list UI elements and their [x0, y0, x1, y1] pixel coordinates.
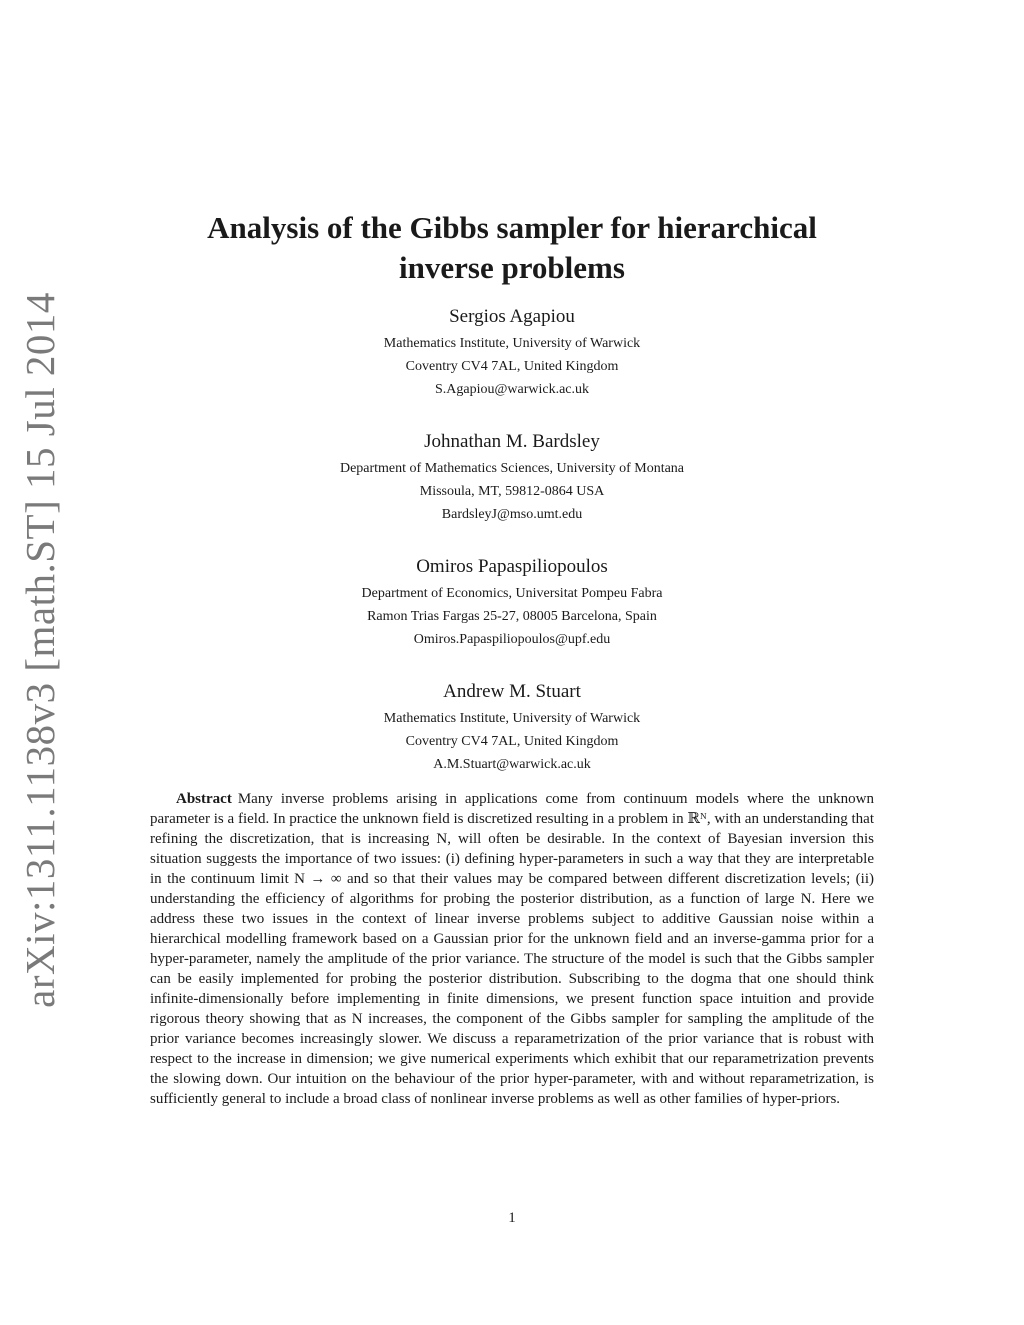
author-block	[0, 304, 1024, 401]
author-name: Sergios Agapiou	[449, 306, 575, 327]
author-email: S.Agapiou@warwick.ac.uk	[434, 382, 590, 397]
author-address: Missoula, MT, 59812-0864 USA	[419, 484, 605, 499]
author-name: Andrew M. Stuart	[443, 681, 581, 702]
author-address: Coventry CV4 7AL, United Kingdom	[405, 359, 619, 374]
author-block	[0, 429, 1024, 526]
author-email: BardsleyJ@mso.umt.edu	[441, 507, 583, 522]
author-name: Omiros Papaspiliopoulos	[416, 556, 608, 577]
author-affiliation: Department of Economics, Universitat Pompeu Fabra	[361, 586, 663, 601]
abstract	[150, 789, 874, 1109]
paper-title-line-1: Analysis of the Gibbs sampler for hierarchical	[207, 210, 817, 245]
author-block	[0, 679, 1024, 776]
abstract-body: Many inverse problems arising in applications come from continuum models where the unknown parameter is a field. In practice the unknown field is discretized resulting in a problem in ℝᴺ, with an understanding that refining the discretization, that is increasing N, will often be desirable. In the context of Bayesian inversion this situation suggests the importance of two issues: (i) defining hyper-parameters in such a way that they are interpretable in the continuum limit N → ∞ and so that their values may be compared between different discretization levels; (ii) understanding the efficiency of algorithms for probing the posterior distribution, as a function of large N. Here we address these two issues in the context of linear inverse problems subject to additive Gaussian noise within a hierarchical modelling framework based on a Gaussian prior for the unknown field and an inverse-gamma prior for a hyper-parameter, namely the amplitude of the prior variance. The structure of the model is such that the Gibbs sampler can be easily implemented for probing the posterior distribution. Subscribing to the dogma that one should think infinite-dimensionally before implementing in finite dimensions, we present function space intuition and provide rigorous theory showing that as N increases, the component of the Gibbs sampler for sampling the amplitude of the prior variance becomes increasingly slower. We discuss a reparametrization of the prior variance that is robust with respect to the increase in dimension; we give numerical experiments which exhibit that our reparametrization prevents the slowing down. Our intuition on the behaviour of the prior hyper-parameter, with and without reparametrization, is sufficiently general to include a broad class of nonlinear inverse problems as well as other families of hyper-priors.	[150, 791, 874, 1107]
paper-title-line-2: inverse problems	[399, 250, 625, 285]
author-affiliation: Mathematics Institute, University of Warwick	[383, 336, 641, 351]
author-email: Omiros.Papaspiliopoulos@upf.edu	[413, 632, 611, 647]
author-list	[0, 304, 1024, 804]
page-number: 1	[508, 1210, 516, 1226]
author-affiliation: Mathematics Institute, University of Warwick	[383, 711, 641, 726]
author-block	[0, 554, 1024, 651]
abstract-heading: Abstract	[176, 791, 232, 807]
author-email: A.M.Stuart@warwick.ac.uk	[433, 757, 591, 772]
author-name: Johnathan M. Bardsley	[424, 431, 600, 452]
paper-title	[0, 208, 1024, 288]
arxiv-identifier-stamp: arXiv:1311.1138v3 [math.ST] 15 Jul 2014	[17, 292, 63, 1008]
author-affiliation: Department of Mathematics Sciences, University of Montana	[339, 461, 685, 476]
author-address: Coventry CV4 7AL, United Kingdom	[405, 734, 619, 749]
author-address: Ramon Trias Fargas 25-27, 08005 Barcelona, Spain	[367, 609, 657, 624]
